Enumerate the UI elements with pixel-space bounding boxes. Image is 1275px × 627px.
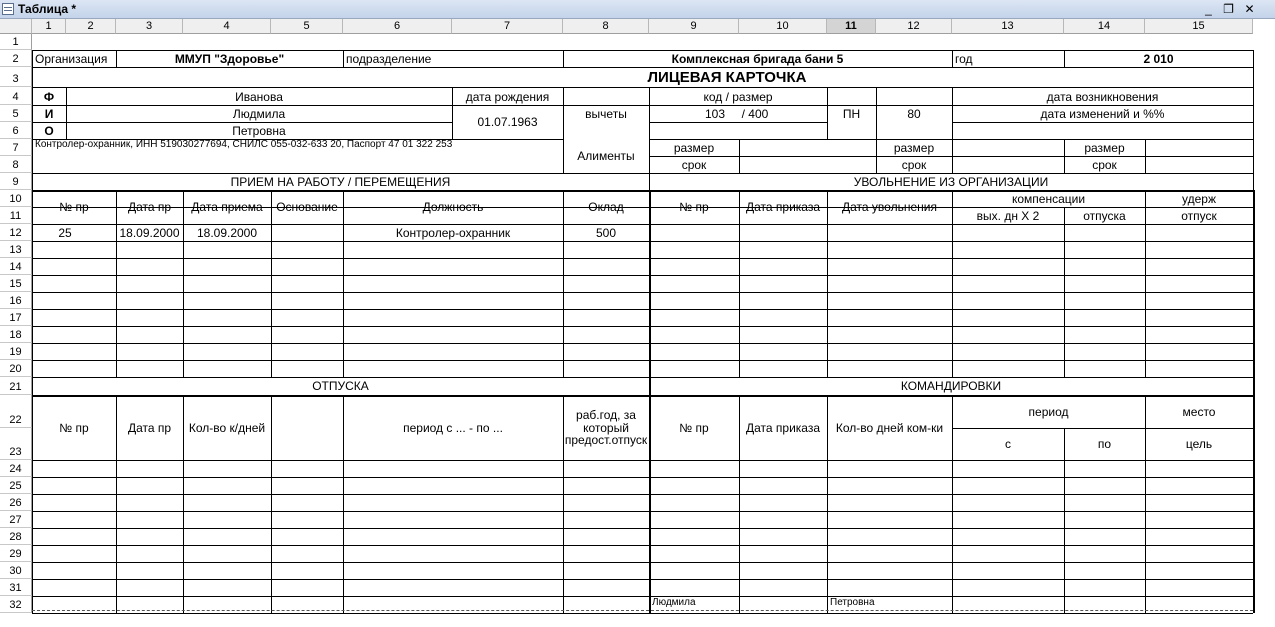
alimony-term-label-3: срок	[1092, 157, 1117, 172]
dismissal-header-num: № пр	[679, 200, 709, 215]
trips-header-days: Кол-во дней ком-ки	[835, 420, 944, 435]
grid-line	[649, 122, 827, 123]
alimony-size-label-3: размер	[1084, 140, 1125, 155]
window-titlebar	[0, 0, 1275, 19]
row-header[interactable]: 7	[0, 139, 32, 156]
trips-header-num: № пр	[679, 420, 709, 435]
column-header[interactable]: 15	[1145, 19, 1253, 34]
dept-value[interactable]: Комплексная бригада бани 5	[671, 51, 844, 66]
grid-line	[32, 511, 1253, 512]
dismissal-header-withhold-vacation: отпуск	[1181, 208, 1217, 223]
alimony-size-label-1: размер	[673, 140, 715, 155]
footer-first-name[interactable]: Людмила	[652, 597, 696, 608]
row-header[interactable]: 11	[0, 207, 32, 224]
trips-header-place: место	[1182, 404, 1216, 419]
grid-line	[1064, 207, 1065, 377]
grid-line	[32, 460, 1253, 461]
grid-line	[271, 395, 272, 613]
grid-line	[32, 258, 1253, 259]
column-header[interactable]: 8	[563, 19, 649, 34]
date-change-label: дата изменений и %%	[1040, 106, 1165, 121]
row-header[interactable]: 8	[0, 156, 32, 173]
close-button[interactable]: ✕	[1244, 2, 1255, 16]
row-header[interactable]: 25	[0, 477, 32, 494]
column-header[interactable]: 4	[183, 19, 271, 34]
row-header[interactable]: 20	[0, 360, 32, 377]
grid-line	[32, 326, 1253, 327]
column-header[interactable]: 2	[66, 19, 116, 34]
grid-line	[1253, 377, 1255, 613]
row-header[interactable]: 13	[0, 241, 32, 258]
row-header[interactable]: 4	[0, 87, 32, 105]
dismissal-header-order-date: Дата приказа	[745, 200, 820, 215]
vacations-header-order-date: Дата пр	[127, 420, 172, 435]
hiring-header-order-date: Дата пр	[127, 200, 172, 215]
date-origin-label: дата возникновения	[1046, 89, 1159, 104]
f-letter: Ф	[43, 89, 55, 104]
card-title: ЛИЦЕВАЯ КАРТОЧКА	[647, 68, 807, 86]
grid-line	[32, 360, 1253, 361]
trips-header-purpose: цель	[1185, 436, 1213, 451]
alimony-label: Алименты	[577, 149, 635, 164]
grid-line	[32, 528, 1253, 529]
grid-line	[952, 122, 1253, 123]
column-header[interactable]: 3	[116, 19, 183, 34]
row-header[interactable]: 31	[0, 579, 32, 596]
hiring-header-basis: Основание	[276, 200, 338, 215]
row-header[interactable]: 17	[0, 309, 32, 326]
last-name[interactable]: Иванова	[235, 89, 283, 104]
grid-line	[1145, 139, 1146, 173]
grid-line	[32, 613, 1253, 614]
trips-header-period: период	[1028, 404, 1069, 419]
grid-line	[32, 292, 1253, 293]
first-name[interactable]: Людмила	[232, 106, 286, 121]
row-header[interactable]: 5	[0, 105, 32, 122]
year-label[interactable]: год	[955, 51, 973, 66]
deduction-size[interactable]: / 400	[741, 106, 769, 121]
alimony-term-label-1: срок	[681, 157, 707, 172]
row-header[interactable]: 27	[0, 511, 32, 528]
column-header[interactable]: 11	[827, 19, 876, 34]
vacations-header-num: № пр	[59, 420, 89, 435]
grid-line	[32, 596, 1253, 597]
row-header[interactable]: 1	[0, 34, 32, 50]
hiring-header-position: Должность	[422, 200, 484, 215]
row-header[interactable]: 15	[0, 275, 32, 292]
row-header[interactable]: 12	[0, 224, 32, 241]
trips-header-to: по	[1097, 436, 1112, 451]
row-header[interactable]: 16	[0, 292, 32, 309]
org-label[interactable]: Организация	[35, 51, 108, 66]
trips-section-title: КОМАНДИРОВКИ	[900, 378, 1002, 393]
column-header[interactable]: 13	[952, 19, 1064, 34]
year-value[interactable]: 2 010	[1143, 51, 1174, 66]
patronymic[interactable]: Петровна	[232, 123, 286, 138]
dismissal-section-title: УВОЛЬНЕНИЕ ИЗ ОРГАНИЗАЦИИ	[853, 174, 1049, 189]
hiring-section-title: ПРИЕМ НА РАБОТУ / ПЕРЕМЕЩЕНИЯ	[230, 174, 451, 189]
column-header[interactable]: 12	[876, 19, 952, 34]
dismissal-header-date: Дата увольнения	[842, 200, 937, 215]
grid-line	[32, 343, 1253, 344]
row-header[interactable]: 22	[0, 395, 32, 428]
column-header[interactable]: 9	[649, 19, 739, 34]
row-header[interactable]: 10	[0, 190, 32, 207]
birth-value[interactable]: 01.07.1963	[477, 115, 538, 130]
column-header[interactable]: 7	[452, 19, 563, 34]
row-header[interactable]: 2	[0, 50, 32, 67]
grid-line	[32, 477, 1253, 478]
grid-line	[32, 579, 1253, 580]
row-header[interactable]: 18	[0, 326, 32, 343]
row-header[interactable]: 28	[0, 528, 32, 545]
grid-line	[32, 545, 1253, 546]
grid-line	[1253, 190, 1255, 377]
hiring-row-basis[interactable]	[271, 225, 343, 241]
i-letter: И	[44, 106, 54, 121]
alimony-size-label-2: размер	[893, 140, 935, 155]
column-header[interactable]: 5	[271, 19, 343, 34]
dismissal-header-days-x2: вых. дн X 2	[976, 208, 1040, 223]
deduction-code[interactable]: 103	[704, 106, 726, 121]
hiring-row-salary[interactable]: 500	[595, 225, 617, 240]
grid-line	[32, 309, 1253, 310]
row-header[interactable]: 3	[0, 67, 32, 87]
grid-line	[32, 87, 1253, 88]
column-header[interactable]: 10	[739, 19, 827, 34]
alimony-term-label-2: срок	[901, 157, 927, 172]
row-header[interactable]: 14	[0, 258, 32, 275]
hiring-row-position[interactable]: Контролер-охранник	[395, 225, 511, 240]
grid-line	[32, 275, 1253, 276]
code-size-label: код / размер	[703, 89, 773, 104]
column-header[interactable]: 1	[32, 19, 66, 34]
grid-line	[1253, 50, 1254, 190]
vacations-header-period: период с ... - по ...	[403, 420, 503, 435]
o-letter: О	[44, 123, 54, 138]
table-icon	[2, 3, 14, 15]
row-header[interactable]: 29	[0, 545, 32, 562]
hiring-header-hire-date: Дата приема	[191, 200, 263, 215]
dismissal-header-vacation: отпуска	[1083, 208, 1126, 223]
footer-patronymic[interactable]: Петровна	[830, 597, 875, 608]
person-info[interactable]: Контролер-охранник, ИНН 519030277694, СНИЛС 055-032-633 20, Паспорт 47 01 322 253	[35, 140, 453, 150]
dismissal-header-compensation: компенсации	[1011, 191, 1086, 206]
hiring-row-hire-date[interactable]: 18.09.2000	[196, 225, 258, 240]
restore-button[interactable]: ❐	[1223, 2, 1234, 16]
pn-value[interactable]: 80	[907, 106, 921, 121]
grid-line	[32, 562, 1253, 563]
row-header[interactable]: 23	[0, 428, 32, 460]
row-header[interactable]: 24	[0, 460, 32, 477]
deductions-label: вычеты	[585, 106, 627, 121]
row-header[interactable]: 26	[0, 494, 32, 511]
hiring-header-salary: Оклад	[588, 200, 624, 215]
pn-label: ПН	[842, 106, 861, 121]
hiring-row-num[interactable]: 25	[58, 225, 72, 240]
grid-line	[32, 241, 1253, 242]
grid-line	[32, 494, 1253, 495]
window-title: Таблица *	[18, 2, 77, 16]
column-header[interactable]: 14	[1064, 19, 1145, 34]
vacations-header-days: Кол-во к/дней	[188, 420, 266, 435]
row-header[interactable]: 21	[0, 377, 32, 395]
grid-line	[563, 395, 564, 613]
hiring-header-num: № пр	[59, 200, 89, 215]
row-header[interactable]: 9	[0, 173, 32, 190]
hiring-row-order-date[interactable]: 18.09.2000	[119, 225, 180, 240]
minimize-button[interactable]: _	[1205, 2, 1212, 16]
row-header[interactable]: 6	[0, 122, 32, 139]
vacations-section-title: ОТПУСКА	[312, 378, 369, 393]
page-break-line	[32, 610, 1253, 611]
row-header[interactable]: 19	[0, 343, 32, 360]
trips-header-from: с	[1005, 436, 1011, 451]
dept-label[interactable]: подразделение	[346, 51, 432, 66]
trips-header-order-date: Дата приказа	[745, 420, 820, 435]
row-header[interactable]: 32	[0, 596, 32, 613]
dismissal-header-withhold: удерж	[1182, 191, 1216, 206]
column-header[interactable]: 6	[343, 19, 452, 34]
org-value[interactable]: ММУП "Здоровье"	[174, 51, 285, 66]
birth-label: дата рождения	[465, 89, 550, 104]
row-header[interactable]: 30	[0, 562, 32, 579]
grid-line	[952, 139, 953, 173]
grid-line	[739, 139, 740, 173]
sheet-corner[interactable]	[0, 19, 32, 34]
vacations-header-work-year: раб.год, за который предост.отпуск	[565, 408, 647, 448]
